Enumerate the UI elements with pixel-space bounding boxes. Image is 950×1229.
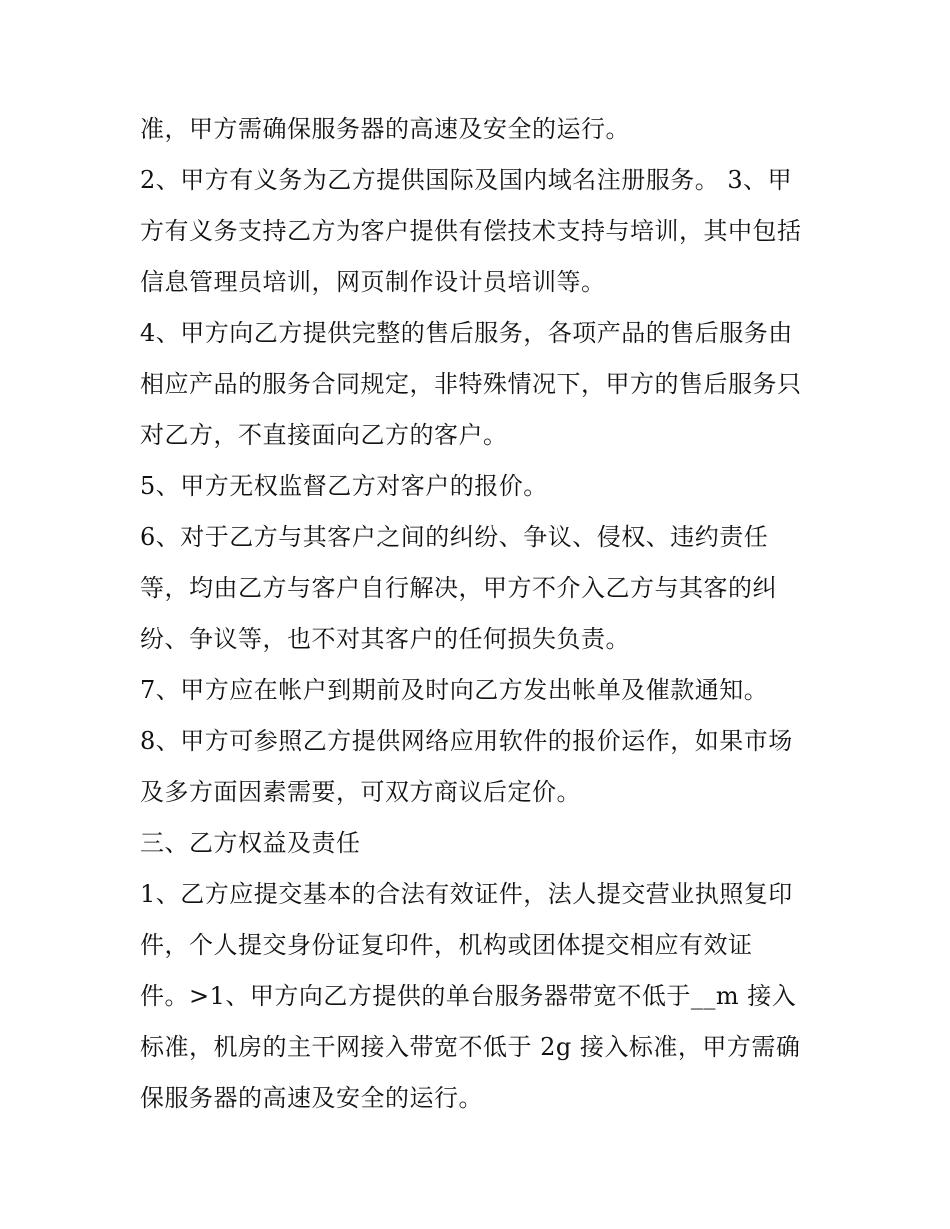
text-line: 5、甲方无权监督乙方对客户的报价。 (140, 472, 548, 500)
text-line: 及多方面因素需要，可双方商议后定价。 (140, 778, 581, 806)
text-line: 等，均由乙方与客户自行解决，甲方不介入乙方与其客的纠 (140, 574, 777, 602)
text-line: 件，个人提交身份证复印件，机构或团体提交相应有效证 (140, 931, 753, 959)
text-line: 1、乙方应提交基本的合法有效证件，法人提交营业执照复印 (140, 880, 793, 908)
text-line: 对乙方，不直接面向乙方的客户。 (140, 421, 508, 449)
text-line: 2、甲方有义务为乙方提供国际及国内域名注册服务。 3、甲 (140, 166, 793, 194)
text-line: 准，甲方需确保服务器的高速及安全的运行。 (140, 115, 630, 143)
document-body (140, 104, 840, 1124)
text-line: 相应产品的服务合同规定，非特殊情况下，甲方的售后服务只 (140, 370, 802, 398)
text-line: 保服务器的高速及安全的运行。 (140, 1084, 483, 1112)
text-line: 8、甲方可参照乙方提供网络应用软件的报价运作，如果市场 (140, 727, 793, 755)
text-line: 标准，机房的主干网接入带宽不低于 2g 接入标准，甲方需确 (140, 1033, 801, 1061)
text-line: 纷、争议等，也不对其客户的任何损失负责。 (140, 625, 630, 653)
text-line: 信息管理员培训，网页制作设计员培训等。 (140, 268, 606, 296)
text-line: 4、甲方向乙方提供完整的售后服务，各项产品的售后服务由 (140, 319, 793, 347)
section-heading: 三、乙方权益及责任 (140, 829, 361, 857)
text-line: 7、甲方应在帐户到期前及时向乙方发出帐单及催款通知。 (140, 676, 769, 704)
text-line: 件。>1、甲方向乙方提供的单台服务器带宽不低于__m 接入 (140, 982, 797, 1010)
text-line: 方有义务支持乙方为客户提供有偿技术支持与培训，其中包括 (140, 217, 802, 245)
text-line: 6、对于乙方与其客户之间的纠纷、争议、侵权、违约责任 (140, 523, 769, 551)
